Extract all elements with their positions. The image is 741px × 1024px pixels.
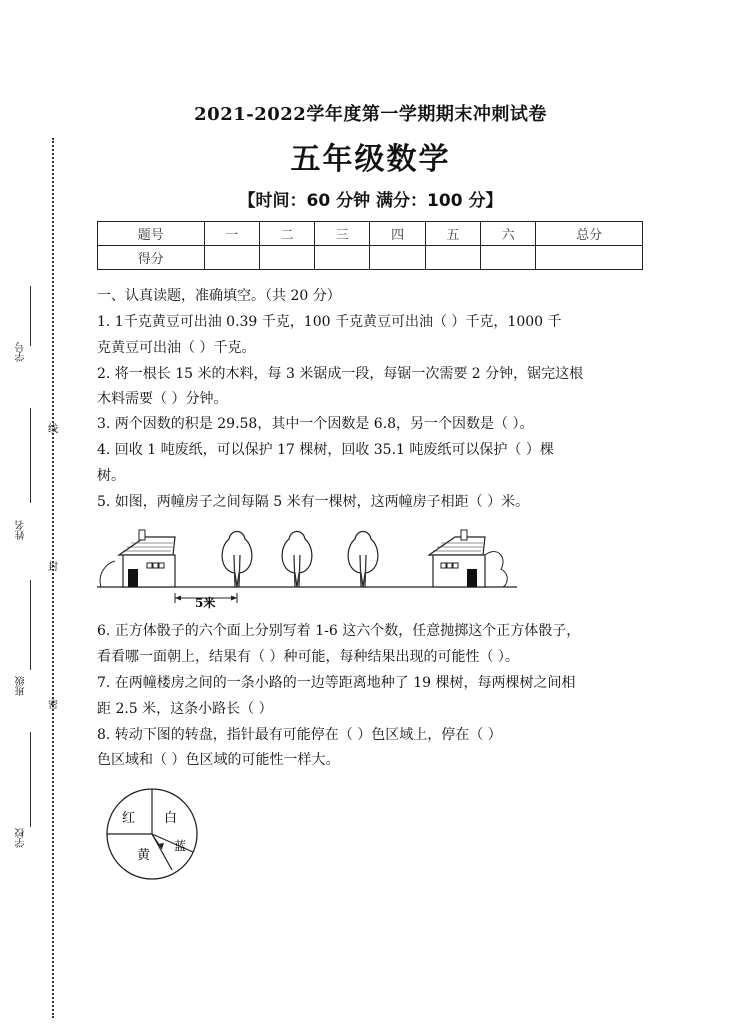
score-cell: 得分 — [98, 246, 205, 270]
question-line: 距 2.5 米，这条小路长（ ） — [97, 701, 273, 717]
question-line: 7. 在两幢楼房之间的一条小路的一边等距离地种了 19 棵树，每两棵树之间相 — [97, 675, 576, 691]
dimension-arrow-right — [231, 596, 237, 601]
dimension-arrow-left — [175, 596, 181, 601]
spinner-label-white: 白 — [164, 811, 178, 826]
school-label: 学校 — [16, 828, 27, 848]
spinner-figure — [100, 782, 210, 892]
question-line: 8. 转动下图的转盘，指针最有可能停在（ ）色区域上，停在（ ） — [97, 727, 502, 743]
score-cell: 五 — [425, 222, 480, 246]
question-line: 5. 如图，两幢房子之间每隔 5 米有一棵树，这两幢房子相距（ ）米。 — [97, 494, 530, 510]
score-input-cell[interactable] — [481, 246, 536, 270]
score-cell: 三 — [315, 222, 370, 246]
score-table — [97, 221, 643, 270]
seal-mark-seal: 封 — [48, 562, 58, 573]
exam-time-info: 【时间：60 分钟 满分：100 分】 — [238, 191, 503, 211]
school-underline — [30, 732, 31, 827]
score-cell: 总分 — [536, 222, 643, 246]
spinner-label-blue: 蓝 — [174, 839, 187, 853]
question-line: 2. 将一根长 15 米的木料，每 3 米锯成一段，每锯一次需要 2 分钟，锯完这根 — [97, 366, 584, 382]
tree-icon — [348, 532, 378, 588]
question-line: 木料需要（ ）分钟。 — [97, 391, 228, 407]
spinner-label-yellow: 黄 — [137, 848, 151, 863]
score-cell: 二 — [259, 222, 314, 246]
seal-mark-secret: 密 — [48, 700, 58, 711]
houses-trees-figure — [97, 525, 517, 610]
question-line: 看看哪一面朝上，结果有（ ）种可能，每种结果出现的可能性（ ）。 — [97, 649, 519, 665]
question-line: 色区域和（ ）色区域的可能性一样大。 — [97, 752, 340, 768]
question-line: 1. 1千克黄豆可出油 0.39 千克，100 千克黄豆可出油（ ）千克，1000 千 — [97, 314, 562, 330]
class-underline — [30, 580, 31, 670]
seal-mark-line: 线 — [48, 424, 58, 435]
score-input-cell[interactable] — [204, 246, 259, 270]
score-cell: 题号 — [98, 222, 205, 246]
section-heading: 一、认真读题，准确填空。（共 20 分） — [97, 288, 341, 304]
score-input-cell[interactable] — [425, 246, 480, 270]
tree-icon — [222, 532, 252, 588]
right-house-icon — [429, 530, 507, 587]
tree-icon — [282, 532, 312, 588]
name-underline — [30, 408, 31, 503]
question-line: 克黄豆可出油（ ）千克。 — [97, 340, 256, 356]
binding-dotted-line — [52, 138, 54, 1018]
score-cell: 一 — [204, 222, 259, 246]
score-table-score-row — [98, 246, 643, 270]
spinner-label-red: 红 — [122, 811, 136, 826]
exam-subtitle: 2021-2022学年度第一学期期末冲刺试卷 — [194, 104, 547, 125]
distance-label: 5米 — [195, 596, 216, 610]
score-input-cell[interactable] — [315, 246, 370, 270]
score-cell: 六 — [481, 222, 536, 246]
question-line: 树。 — [97, 468, 125, 484]
question-line: 6. 正方体骰子的六个面上分别写着 1-6 这六个数，任意抛掷这个正方体骰子， — [97, 623, 581, 639]
score-input-cell[interactable] — [536, 246, 643, 270]
score-input-cell[interactable] — [370, 246, 425, 270]
name-label: 姓名 — [16, 520, 27, 540]
exam-title: 五年级数学 — [290, 142, 451, 177]
score-table-header-row — [98, 222, 643, 246]
question-line: 3. 两个因数的积是 29.58，其中一个因数是 6.8，另一个因数是（ ）。 — [97, 416, 534, 432]
student-id-label: 学号 — [16, 342, 27, 362]
question-line: 4. 回收 1 吨废纸，可以保护 17 棵树，回收 35.1 吨废纸可以保护（ ）棵 — [97, 442, 554, 458]
score-input-cell[interactable] — [259, 246, 314, 270]
score-cell: 四 — [370, 222, 425, 246]
left-house-icon — [100, 530, 175, 587]
student-id-underline — [30, 286, 31, 346]
class-label: 班级 — [16, 676, 27, 696]
